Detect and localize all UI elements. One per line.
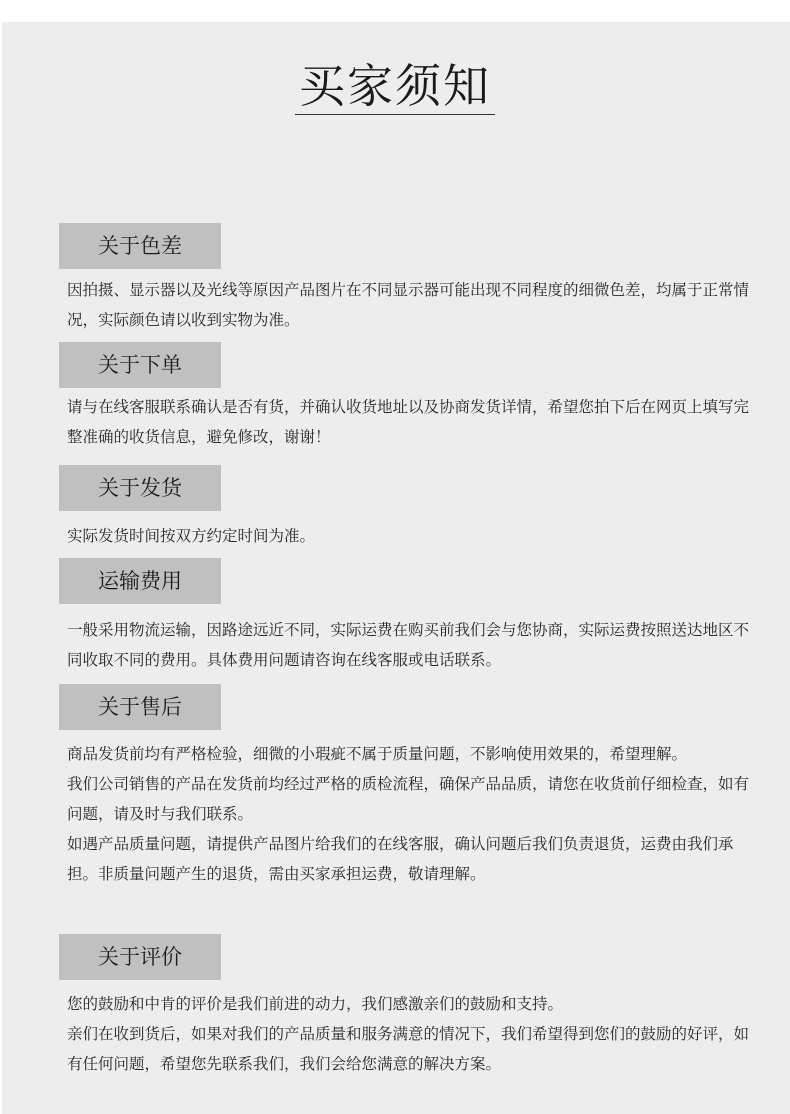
section-paragraph: 商品发货前均有严格检验，细微的小瑕疵不属于质量问题，不影响使用效果的，希望理解。	[67, 745, 688, 763]
section-body	[67, 615, 757, 675]
section-body	[67, 739, 757, 889]
section-heading: 关于评价	[59, 934, 221, 980]
section-paragraph: 如遇产品质量问题，请提供产品图片给我们的在线客服，确认问题后我们负责退货，运费由我们承担。非质量问题产生的退货，需由买家承担运费，敬请理解。	[67, 835, 734, 883]
section-body	[67, 275, 757, 335]
page-title: 买家须知	[295, 58, 495, 115]
section-heading: 关于售后	[59, 684, 221, 730]
section-paragraph: 亲们在收到货后，如果对我们的产品质量和服务满意的情况下，我们希望得到您们的鼓励的好评，如有任何问题，希望您先联系我们，我们会给您满意的解决方案。	[67, 1025, 750, 1073]
section-body	[67, 392, 757, 452]
section-body	[67, 989, 757, 1079]
section-paragraph: 请与在线客服联系确认是否有货，并确认收货地址以及协商发货详情，希望您拍下后在网页上填写完整准确的收货信息，避免修改，谢谢！	[67, 398, 750, 446]
section-heading: 关于色差	[59, 223, 221, 269]
section-heading: 运输费用	[59, 558, 221, 604]
section-body	[67, 521, 757, 551]
section-paragraph: 因拍摄、显示器以及光线等原因产品图片在不同显示器可能出现不同程度的细微色差，均属于正常情况，实际颜色请以收到实物为准。	[67, 281, 750, 329]
section-heading: 关于发货	[59, 465, 221, 511]
section-paragraph: 我们公司销售的产品在发货前均经过严格的质检流程，确保产品品质，请您在收货前仔细检查，如有问题，请及时与我们联系。	[67, 775, 750, 823]
section-paragraph: 您的鼓励和中肯的评价是我们前进的动力，我们感激亲们的鼓励和支持。	[67, 995, 564, 1013]
section-paragraph: 实际发货时间按双方约定时间为准。	[67, 527, 316, 545]
section-heading: 关于下单	[59, 342, 221, 388]
section-paragraph: 一般采用物流运输，因路途远近不同，实际运费在购买前我们会与您协商，实际运费按照送达地区不同收取不同的费用。具体费用问题请咨询在线客服或电话联系。	[67, 621, 750, 669]
